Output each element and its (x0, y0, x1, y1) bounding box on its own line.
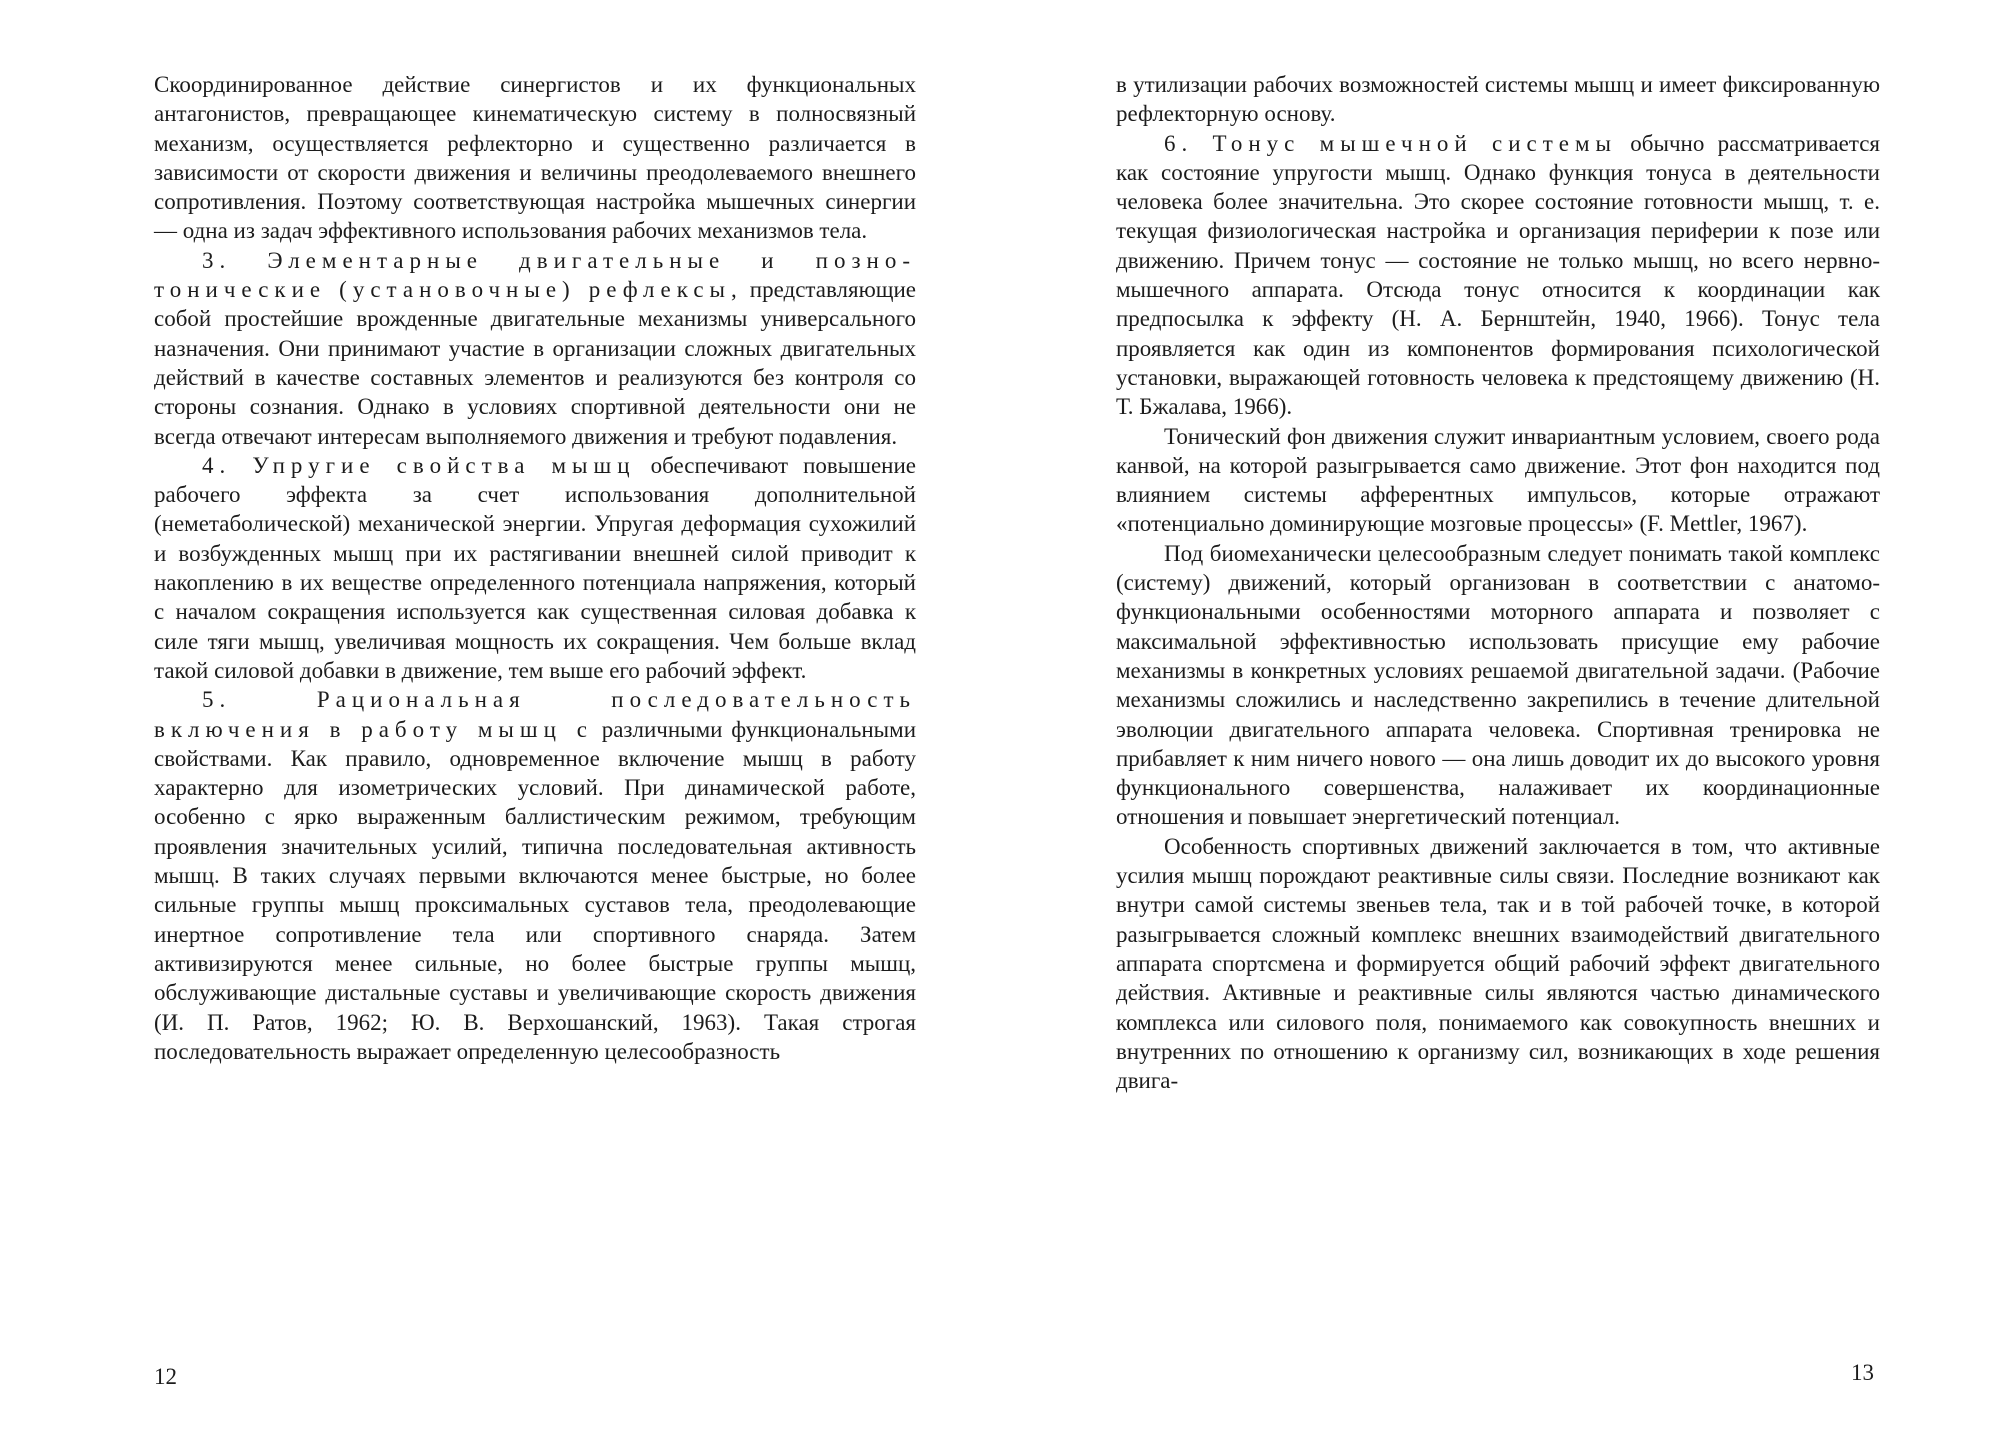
left-page-text (154, 70, 916, 1066)
paragraph-text: в утилизации рабочих возможностей системы мышц и имеет фиксированную рефлекторную основу. (1116, 72, 1880, 127)
paragraph (154, 70, 916, 246)
paragraph (1116, 539, 1880, 832)
page-number: 13 (1851, 1360, 1874, 1385)
paragraph (154, 685, 916, 1066)
paragraph (1116, 832, 1880, 1096)
right-page (1000, 0, 2000, 1452)
paragraph-lead: 3. Элементарные двигательные и позно-тонические (установочные) рефлексы, (154, 247, 916, 303)
paragraph-text: обеспечивают повышение рабочего эффекта за счет использования дополнительной (неметаболической) механической энергии. Упругая деформация сухожилий и возбужденных мышц при их растягивании внешней силой приводит к накоплению в их веществе определенного потенциала напряжения, который с началом сокращения используется как существенная силовая добавка к силе тяги мышц, увеличивая мощность их сокращения. Чем больше вклад такой силовой добавки в движение, тем выше его рабочий эффект. (154, 452, 916, 683)
paragraph (154, 451, 916, 685)
paragraph (1116, 70, 1880, 129)
paragraph-lead: 5. Рациональная последовательность включения в работу мышц с (154, 687, 916, 742)
paragraph-text: Особенность спортивных движений заключается в том, что активные усилия мышц порождают реактивные силы связи. Последние возникают как внутри самой системы звеньев тела, так и в той рабочей точке, в которой разыгрывается сложный комплекс внешних взаимодействий двигательного аппарата спортсмена и формируется общий рабочий эффект двигательного действия. Активные и реактивные силы являются частью динамического комплекса или силового поля, понимаемого как совокупность внешних и внутренних по отношению к организму сил, возникающих в ходе решения двига- (1116, 833, 1880, 1094)
paragraph-text: обычно рассматривается как состояние упругости мышц. Однако функция тонуса в деятельности человека более значительна. Это скорее состояние готовности мышц, т. е. текущая физиологическая настройка и организация периферии к позе или движению. Причем тонус — состояние не только мышц, но всего нервно-мышечного аппарата. Отсюда тонус относится к координации как предпосылка к эффекту (Н. А. Бернштейн, 1940, 1966). Тонус тела проявляется как один из компонентов формирования психологической установки, выражающей готовность человека к предстоящему движению (Н. Т. Бжалава, 1966). (1116, 130, 1880, 420)
paragraph-text: Под биомеханически целесообразным следует понимать такой комплекс (систему) движений, который организован в соответствии с анатомо-функциональными особенностями моторного аппарата и позволяет с максимальной эффективностью использовать присущие ему рабочие механизмы в конкретных условиях решаемой двигательной задачи. (Рабочие механизмы сложились и наследственно закрепились в течение длительной эволюции двигательного аппарата человека. Спортивная тренировка не прибавляет к ним ничего нового — она лишь доводит их до высокого уровня функционального совершенства, налаживает их координационные отношения и повышает энергетический потенциал. (1116, 540, 1880, 830)
paragraph-text: представляющие собой простейшие врожденные двигательные механизмы универсального назначения. Они принимают участие в организации сложных двигательных действий в качестве составных элементов и реализуются без контроля со стороны сознания. Однако в условиях спортивной деятельности они не всегда отвечают интересам выполняемого движения и требуют подавления. (154, 277, 916, 449)
paragraph-text: Скоординированное действие синергистов и их функциональных антагонистов, превращающее кинематическую систему в полносвязный механизм, осуществляется рефлекторно и существенно различается в зависимости от скорости движения и величины преодолеваемого внешнего сопротивления. Поэтому соответствующая настройка мышечных синергии — одна из задач эффективного использования рабочих механизмов тела. (154, 72, 916, 244)
paragraph-text: различными функциональными свойствами. Как правило, одновременное включение мышц в работу характерно для изометрических условий. При динамической работе, особенно с ярко выраженным баллистическим режимом, требующим проявления значительных усилий, типична последовательная активность мышц. В таких случаях первыми включаются менее быстрые, но более сильные группы мышц проксимальных суставов тела, преодолевающие инертное сопротивление тела или спортивного снаряда. Затем активизируются менее сильные, но более быстрые группы мышц, обслуживающие дистальные суставы и увеличивающие скорость движения (И. П. Ратов, 1962; Ю. В. Верхошанский, 1963). Такая строгая последовательность выражает определенную целесообразность (154, 716, 916, 1064)
page-number: 12 (154, 1364, 177, 1389)
paragraph-lead: 6. Тонус мышечной системы (1164, 130, 1617, 156)
paragraph (1116, 129, 1880, 422)
paragraph (1116, 422, 1880, 539)
right-page-text (1116, 70, 1880, 1095)
paragraph-text: Тонический фон движения служит инвариантным условием, своего рода канвой, на которой разыгрывается само движение. Этот фон находится под влиянием системы афферентных импульсов, которые отражают «потенциально доминирующие мозговые процессы» (F. Mettler, 1967). (1116, 423, 1880, 537)
paragraph-lead: 4. Упругие свойства мышц (202, 452, 636, 478)
paragraph (154, 246, 916, 451)
